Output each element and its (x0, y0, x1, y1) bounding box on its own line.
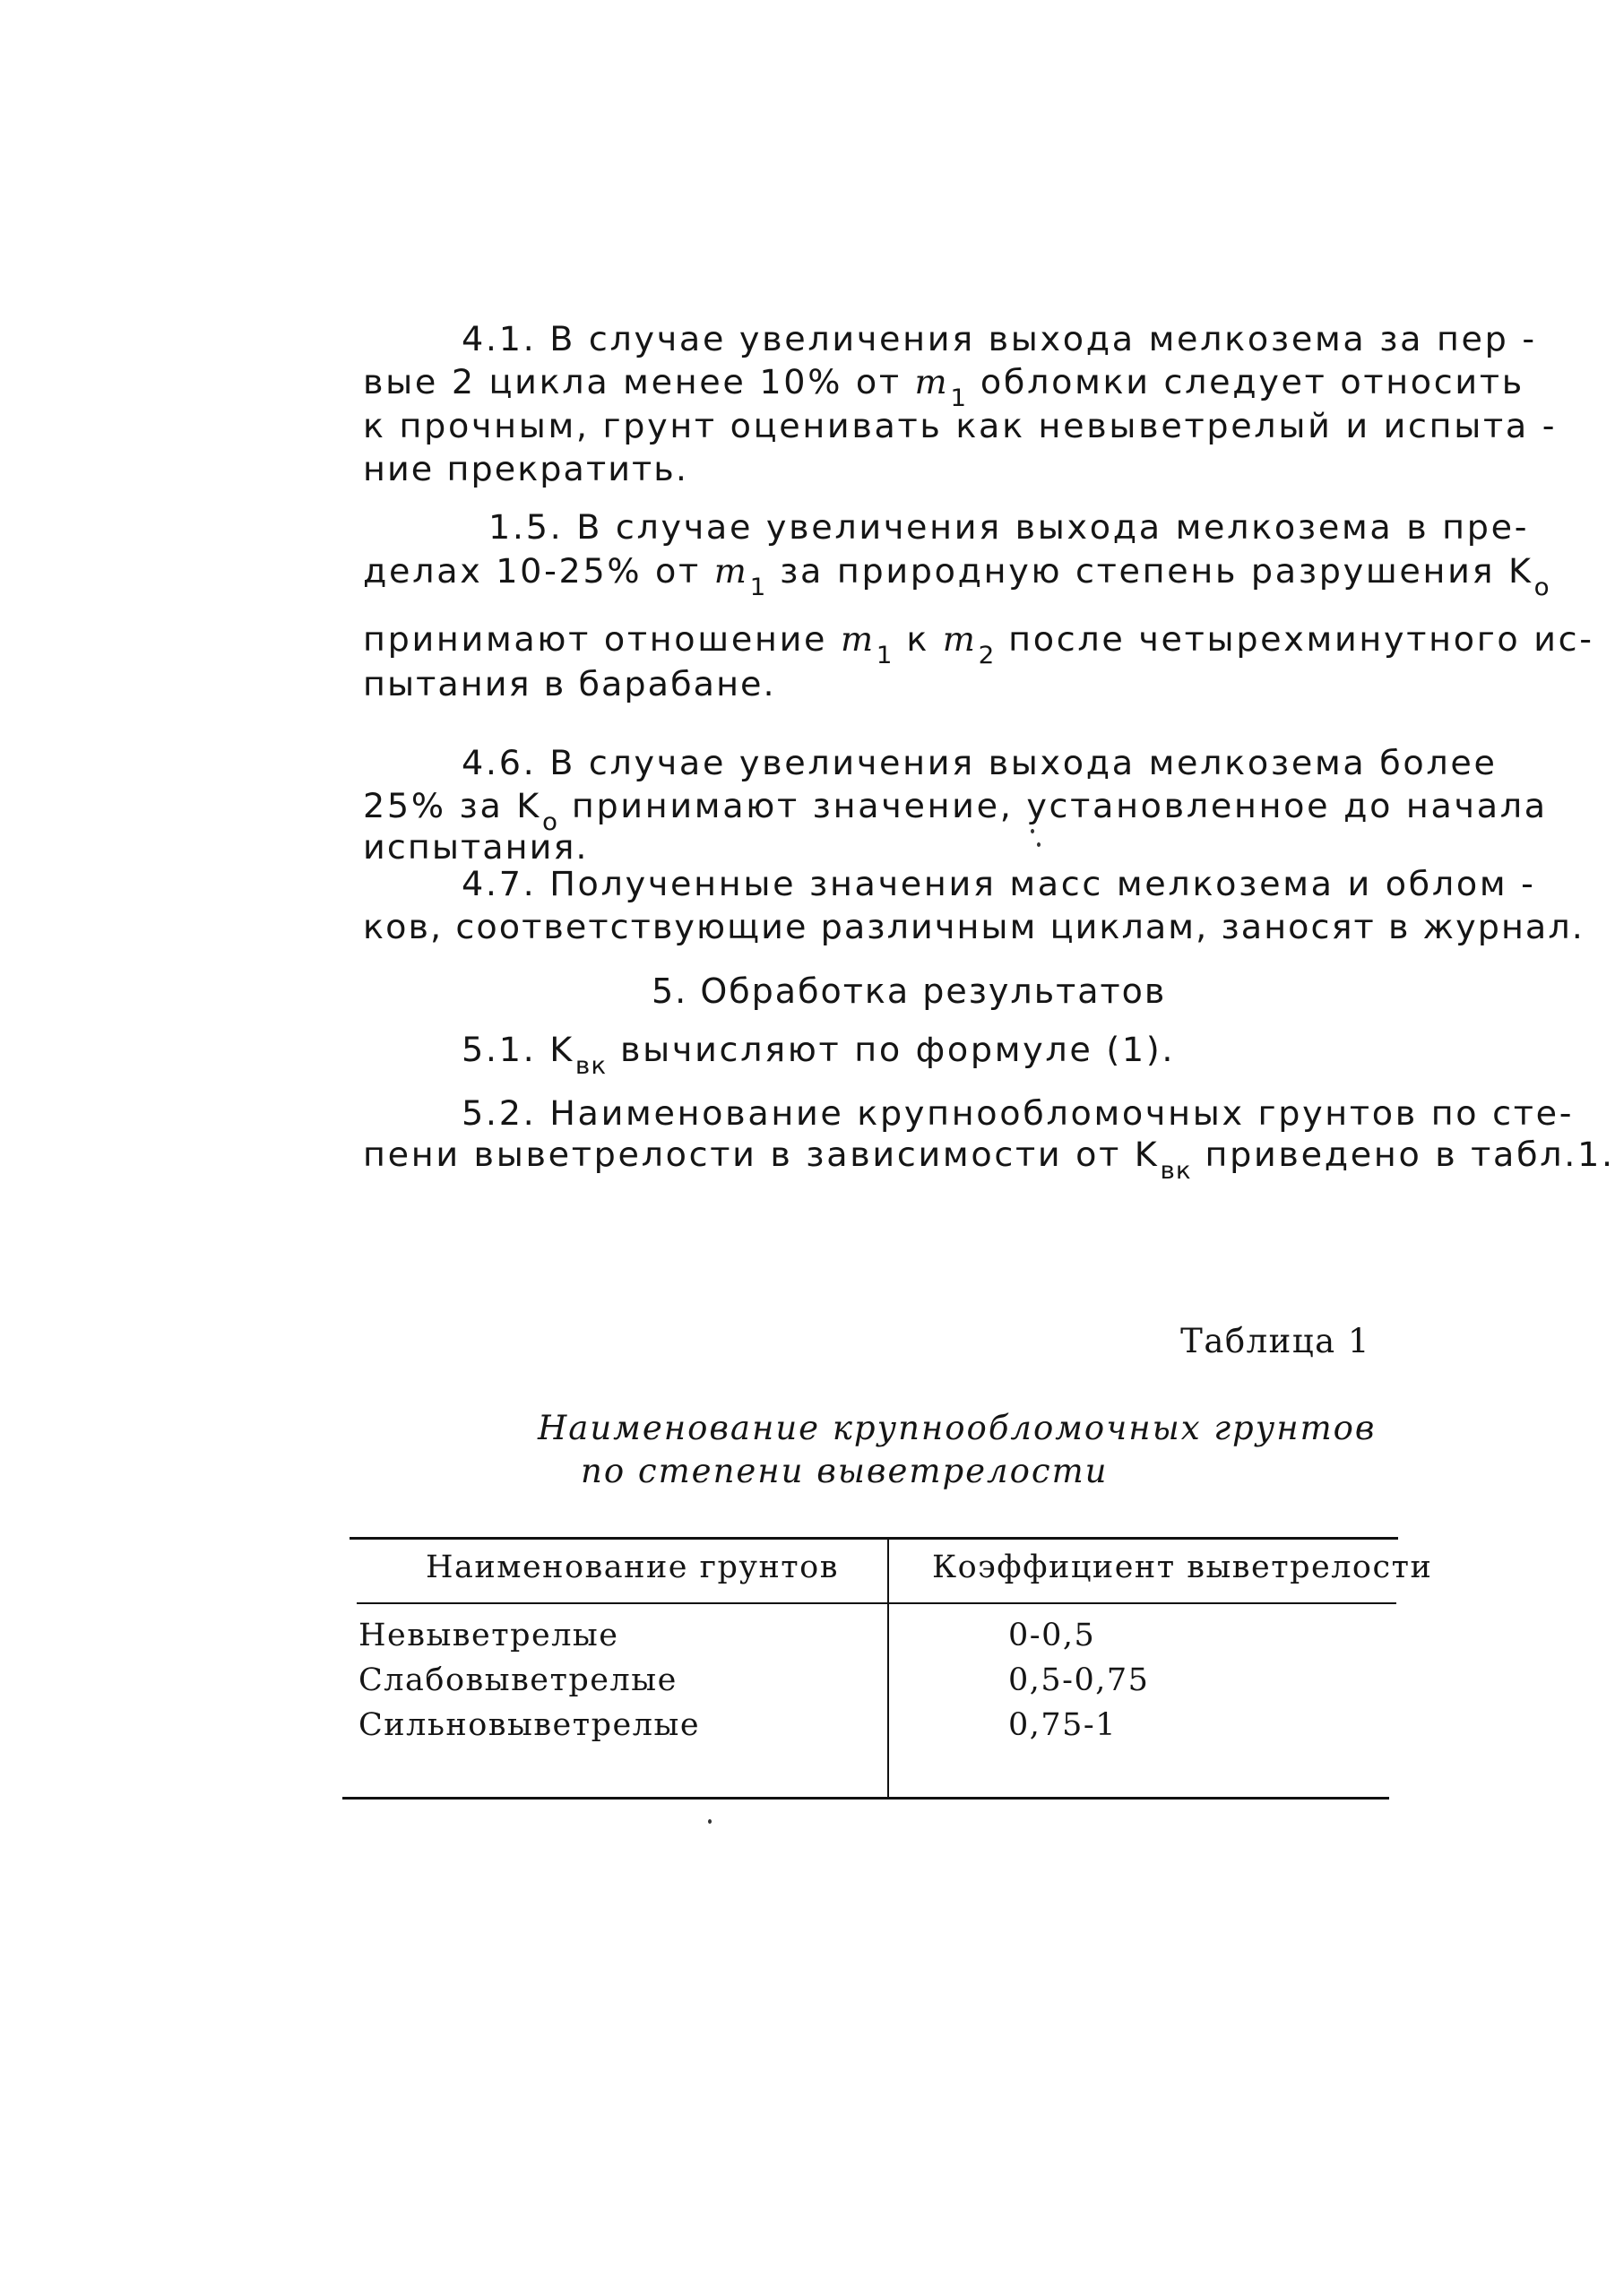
table-title-line-2: по степени выветрелости (581, 1452, 1109, 1490)
section-5-title: 5. Обработка результатов (652, 971, 1167, 1011)
table-row-3-value: 0,75-1 (1008, 1707, 1118, 1743)
speck-mark (708, 1819, 712, 1824)
table-row-2-value: 0,5-0,75 (1008, 1662, 1150, 1698)
table-row-1-value: 0-0,5 (1008, 1618, 1096, 1653)
table-title-line-1: Наименование крупнообломочных грунтов (538, 1409, 1377, 1447)
table-header-weathering-coefficient: Коэффициент выветрелости (932, 1549, 1433, 1585)
table-row-1-name: Невыветрелые (358, 1618, 619, 1653)
para-5-2-line-2: пени выветрелости в зависимости от $K_{вк}$ приведено в табл.1. (363, 1135, 1615, 1185)
para-4-4-line-4: ние прекратить. (363, 450, 689, 488)
para-4-5-line-2: делах 10-25% от $m_1$ за природную степень разрушения $K_о$ (363, 552, 1550, 601)
para-4-5-line-3: принимают отношение $m_1$ к $m_2$ после четырехминутного ис- (363, 620, 1594, 669)
speck-mark (1031, 829, 1034, 833)
para-4-6-line-1: 4.6. В случае увеличения выхода мелкозема более (462, 744, 1498, 782)
para-4-6-line-2: 25% за $K_о$ принимают значение, установленное до начала (363, 787, 1548, 836)
table-top-rule (350, 1537, 1398, 1540)
table-header-soil-name: Наименование грунтов (426, 1549, 839, 1585)
weathering-table (350, 1537, 1433, 1806)
para-4-4-line-3: к прочным, грунт оценивать как невыветрелый и испыта - (363, 407, 1558, 445)
para-4-6-line-3: испытания. (363, 828, 589, 867)
para-5-2-line-1: 5.2. Наименование крупнообломочных грунтов по сте- (462, 1094, 1575, 1133)
para-4-4-line-1: 4.1. В случае увеличения выхода мелкозема за пер - (462, 320, 1537, 358)
para-4-4-line-2: вые 2 цикла менее 10% от $m_1$ обломки следует относить (363, 363, 1524, 412)
table-row-3-name: Сильновыветрелые (358, 1707, 701, 1743)
table-header-rule (357, 1602, 1396, 1604)
table-column-divider (887, 1539, 889, 1799)
table-row-2-name: Слабовыветрелые (358, 1662, 678, 1698)
para-4-7-line-2: ков, соответствующие различным циклам, заносят в журнал. (363, 908, 1585, 946)
para-5-1: 5.1. $K_{вк}$ вычисляют по формуле (1). (462, 1031, 1176, 1080)
speck-mark (1037, 842, 1041, 847)
para-4-7-line-1: 4.7. Полученные значения масс мелкозема и облом - (462, 865, 1536, 903)
para-4-5-line-4: пытания в барабане. (363, 665, 776, 703)
table-bottom-rule (342, 1797, 1389, 1800)
para-4-5-line-1: 1.5. В случае увеличения выхода мелкозема в пре- (488, 508, 1530, 547)
table-label: Таблица 1 (1180, 1322, 1370, 1360)
